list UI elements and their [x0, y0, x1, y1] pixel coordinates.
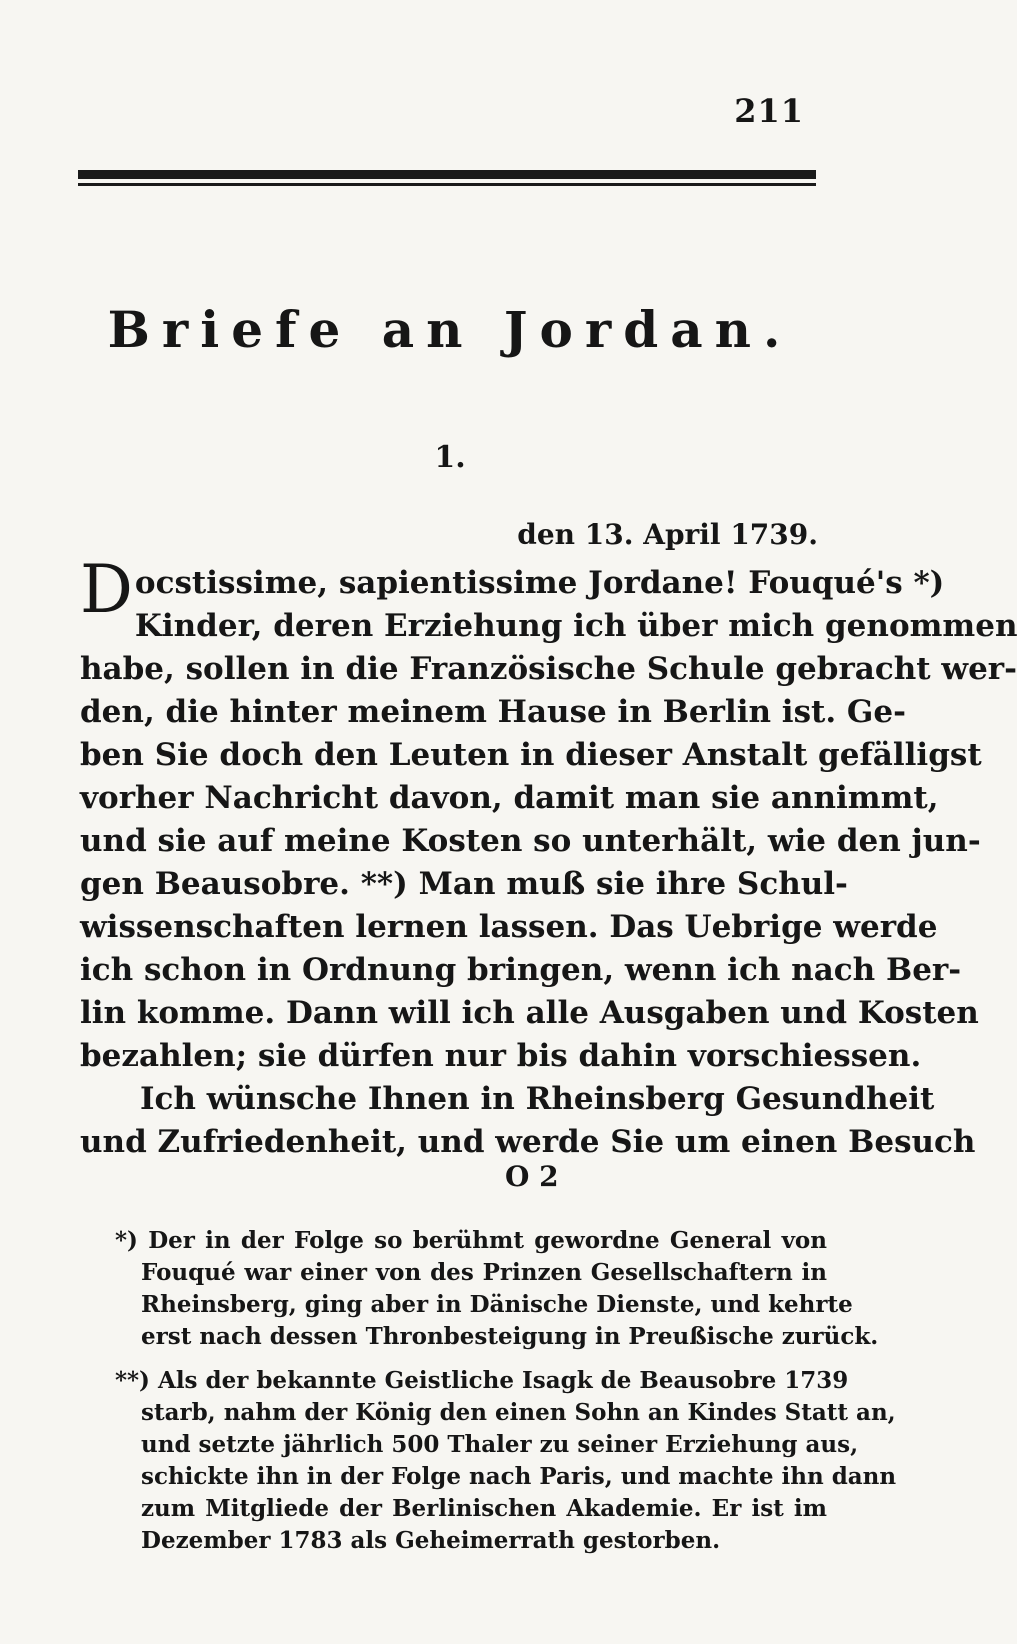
footnote-line — [115, 1365, 849, 1397]
letter-line: den, die hinter meinem Hause in Berlin ist. Ge- — [80, 694, 906, 730]
letter-line: vorher Nachricht davon, damit man sie annimmt, — [80, 780, 939, 816]
letter-body — [80, 551, 1017, 1164]
footnote-line: schickte ihn in der Folge nach Paris, und machte ihn dann — [141, 1463, 897, 1490]
page-number: 211 — [734, 92, 804, 130]
footnote-2 — [115, 1365, 897, 1557]
sheet-signature: O 2 — [505, 1160, 559, 1193]
letter-line: und sie auf meine Kosten so unterhält, wie den jun- — [80, 823, 981, 859]
chapter-title: Briefe an Jordan. — [107, 300, 793, 359]
footnote-line — [115, 1225, 827, 1257]
letter-line: wissenschaften lernen lassen. Das Uebrige werde — [80, 909, 938, 945]
letter-line: ich schon in Ordnung bringen, wenn ich nach Ber- — [80, 952, 962, 988]
letter-line: bezahlen; sie dürfen nur bis dahin vorschiessen. — [80, 1038, 922, 1074]
footnote-line: Rheinsberg, ging aber in Dänische Dienste, und kehrte — [141, 1291, 853, 1318]
letter-line: ben Sie doch den Leuten in dieser Anstalt gefälligst — [80, 737, 982, 773]
letter-line: lin komme. Dann will ich alle Ausgaben und Kosten — [80, 995, 979, 1031]
header-rule-thick — [78, 170, 816, 179]
letter-line: und Zufriedenheit, und werde Sie um einen Besuch — [80, 1124, 976, 1160]
header-rule-thin — [78, 183, 816, 186]
letter-line: habe, sollen in die Französische Schule gebracht wer- — [80, 651, 1017, 687]
letter-line: gen Beausobre. **) Man muß sie ihre Schul- — [80, 866, 848, 902]
letter-line: Ich wünsche Ihnen in Rheinsberg Gesundheit — [140, 1081, 935, 1117]
footnote-line: Dezember 1783 als Geheimerrath gestorben. — [141, 1527, 721, 1554]
footnote-text: Als der bekannte Geistliche Isagk de Beausobre 1739 — [157, 1367, 849, 1394]
footnote-text: Der in der Folge so berühmt gewordne General von — [148, 1227, 827, 1254]
footnote-line: Fouqué war einer von des Prinzen Gesellschaftern in — [141, 1259, 827, 1286]
footnote-line: und setzte jährlich 500 Thaler zu seiner Erziehung aus, — [141, 1431, 859, 1458]
footnote-mark: **) — [115, 1367, 150, 1394]
letter-line: Kinder, deren Erziehung ich über mich genommen — [134, 608, 1017, 644]
letter-number: 1. — [434, 440, 466, 475]
footnote-1 — [115, 1225, 879, 1353]
letter-line: ocstissime, sapientissime Jordane! Fouqué's *) — [134, 565, 945, 601]
letter-date: den 13. April 1739. — [517, 518, 818, 551]
footnote-mark: *) — [115, 1227, 138, 1254]
footnote-line: starb, nahm der König den einen Sohn an Kindes Statt an, — [141, 1399, 896, 1426]
footnotes — [115, 1225, 897, 1569]
footnote-line: zum Mitgliede der Berlinischen Akademie. Er ist im — [141, 1495, 827, 1522]
drop-cap: D — [80, 551, 133, 628]
footnote-line: erst nach dessen Thronbesteigung in Preußische zurück. — [141, 1323, 879, 1350]
